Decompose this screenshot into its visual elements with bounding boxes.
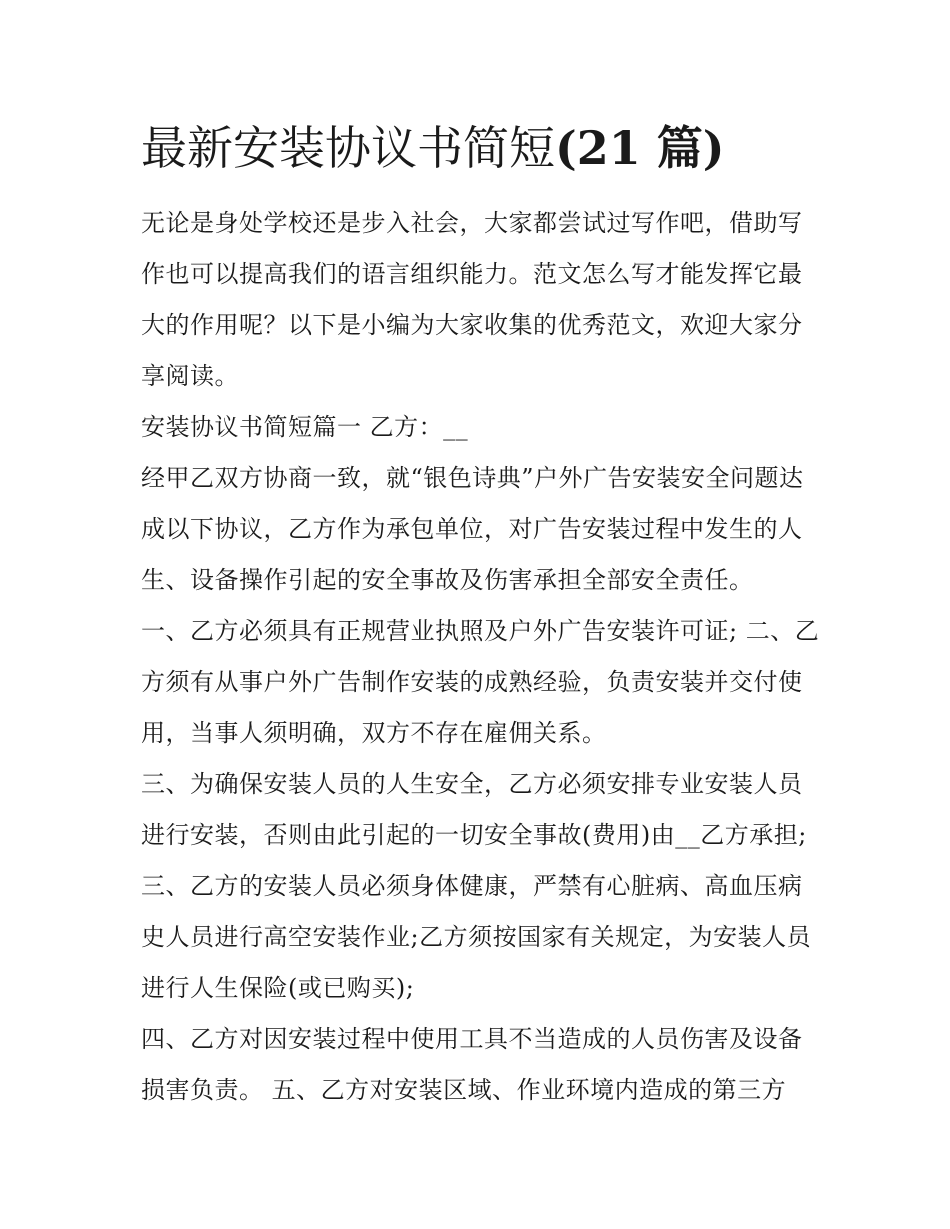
document-title bbox=[141, 118, 821, 178]
section-heading: 安装协议书简短篇一 乙方：__ bbox=[141, 413, 469, 441]
body-paragraph: 经甲乙双方协商一致，就“银色诗典”户外广告安装安全问题达成以下协议，乙方作为承包单位，对广告安装过程中发生的人生、设备操作引起的安全事故及伤害承担全部安全责任。 bbox=[141, 464, 804, 594]
document-page bbox=[141, 118, 821, 1116]
body-paragraph: 一、乙方必须具有正规营业执照及户外广告安装许可证; 二、乙方须有从事户外广告制作安装的成熟经验，负责安装并交付使用，当事人须明确，双方不存在雇佣关系。 bbox=[141, 617, 820, 747]
body-paragraph: 四、乙方对因安装过程中使用工具不当造成的人员伤害及设备损害负责。 五、乙方对安装区域、作业环境内造成的第三方 bbox=[141, 1025, 803, 1104]
title-suffix: (21 篇) bbox=[555, 121, 725, 175]
body-paragraph: 三、为确保安装人员的人生安全，乙方必须安排专业安装人员进行安装，否则由此引起的一切安全事故(费用)由__乙方承担; 三、乙方的安装人员必须身体健康，严禁有心脏病、高血压病史人员进行高空安装作业;乙方须按国家有关规定，为安装人员进行人生保险(或已购买); bbox=[141, 770, 812, 1002]
intro-paragraph: 无论是身处学校还是步入社会，大家都尝试过写作吧，借助写作也可以提高我们的语言组织能力。范文怎么写才能发挥它最大的作用呢？以下是小编为大家收集的优秀范文，欢迎大家分享阅读。 bbox=[141, 209, 803, 390]
title-main: 最新安装协议书简短 bbox=[141, 121, 555, 175]
